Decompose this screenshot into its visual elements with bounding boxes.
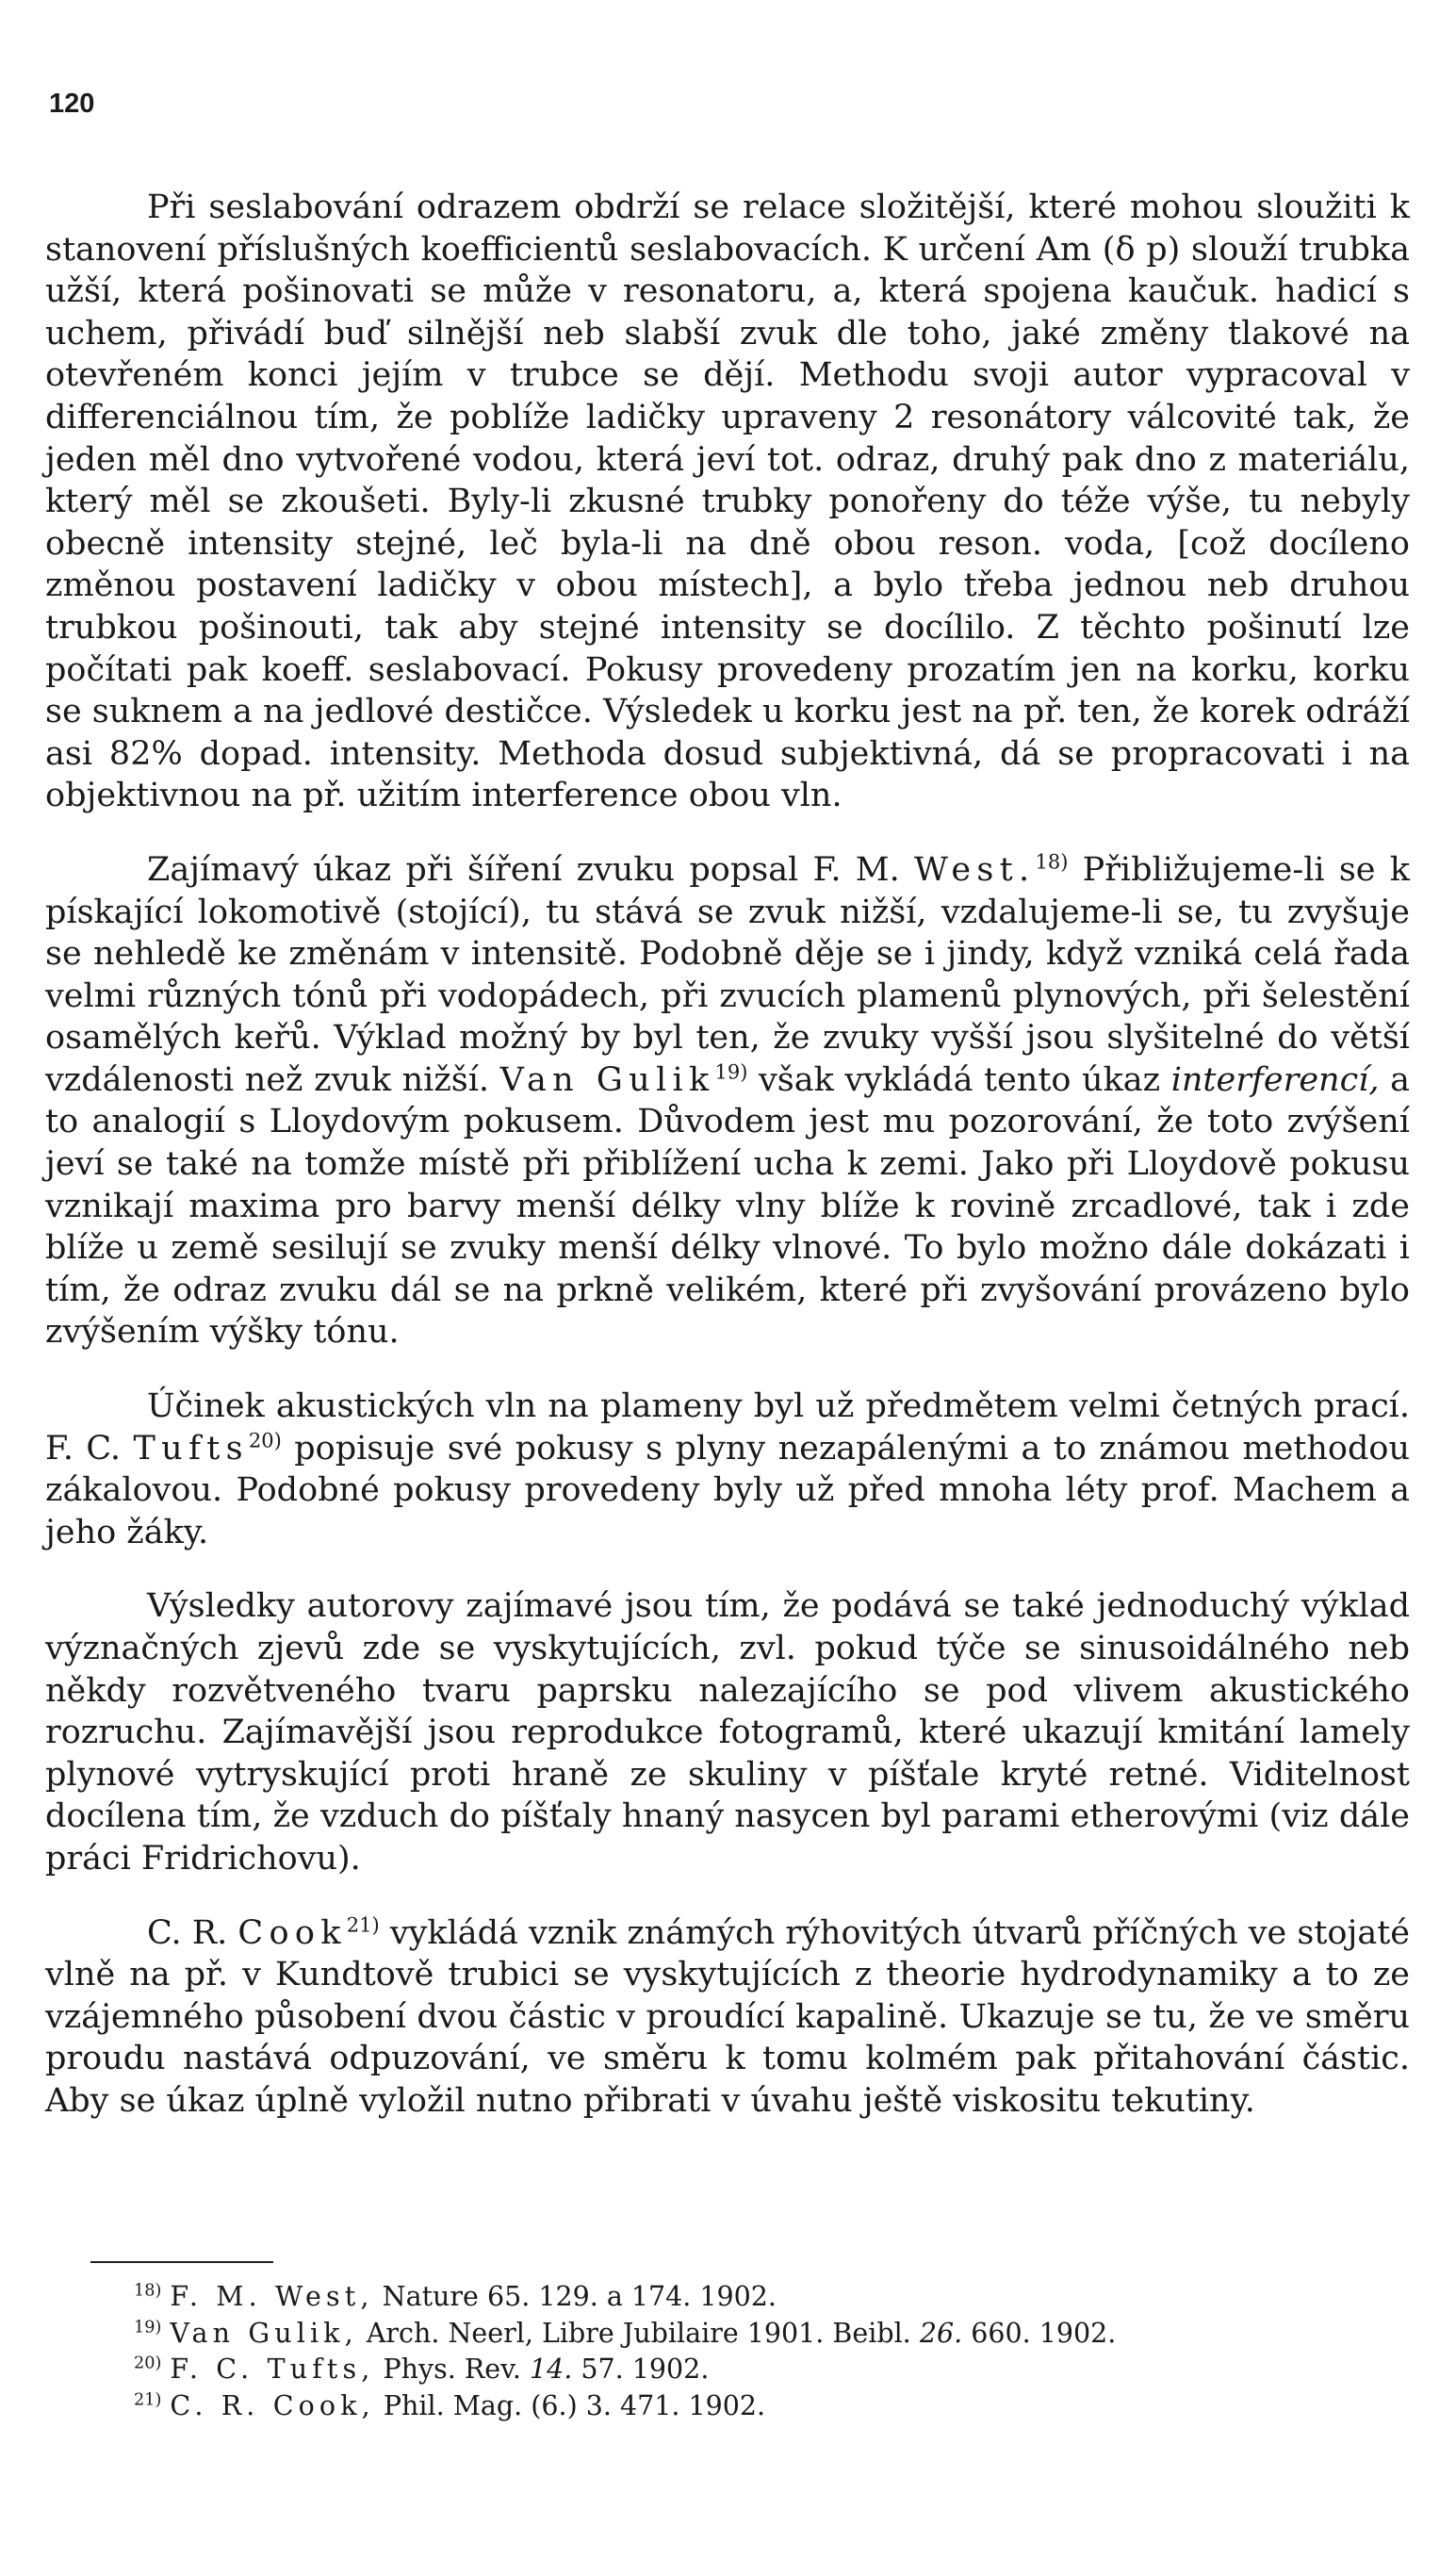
footnote-ref-21: 21) (346, 1912, 380, 1936)
footnote-text-end: 660. 1902. (962, 2317, 1117, 2349)
paragraph-2-text-d: a to analogií s Lloydovým pokusem. Důvodem jest mu pozorování, že toto zvýšení jeví se také na tomže místě při přiblížení ucha k zemi. Jako při Lloydově pokusu vznikají maxima pro barvy menší délky vlny blíže k rovině zrcadlové, tak i zde blíže u země sesilují se zvuky menší délky vlnové. To bylo možno dále dokázati i tím, že odraz zvuku dál se na prkně velikém, které při zvyšování provázeno bylo zvýšením výšky tónu. (45, 1060, 1410, 1352)
footnote-volume: 14. (530, 2354, 573, 2385)
author-west: West. (913, 850, 1036, 889)
footnote-author: F. C. Tufts, (170, 2354, 375, 2385)
footnote-author: F. M. West, (170, 2281, 374, 2312)
paragraph-2-text-a: Zajímavý úkaz při šíření zvuku popsal F. M. (147, 850, 900, 889)
author-tufts: Tufts (133, 1429, 249, 1468)
footnote-text: Phys. Rev. (374, 2354, 531, 2385)
paragraph-3-text-b: popisuje své pokusy s plyny nezapálenými a to známou methodou zákalovou. Podobné pokusy provedeny byly už před mnoha léty prof. Machem a jeho žáky. (45, 1429, 1410, 1551)
footnote-20 (134, 2352, 1359, 2388)
footnote-21 (134, 2388, 1359, 2425)
footnote-text: Phil. Mag. (6.) 3. 471. 1902. (374, 2389, 766, 2421)
footnote-text-end: 57. 1902. (572, 2354, 710, 2385)
paragraph-5-text-a: C. R. (147, 1913, 228, 1952)
footnote-mark: 19) (134, 2318, 162, 2337)
footnote-mark: 21) (134, 2390, 162, 2409)
footnote-mark: 20) (134, 2354, 162, 2373)
footnote-volume: 26. (919, 2317, 963, 2349)
footnote-ref-19: 19) (714, 1060, 748, 1084)
page-number: 120 (49, 89, 95, 119)
footnote-author: C. R. Cook, (170, 2389, 375, 2421)
footnote-divider (90, 2261, 273, 2263)
footnote-ref-20: 20) (248, 1428, 282, 1452)
footnote-18 (134, 2279, 1359, 2316)
paragraph-3 (45, 1386, 1410, 1553)
footnotes (134, 2279, 1359, 2424)
footnote-19 (134, 2316, 1359, 2353)
paragraph-4: Výsledky autorovy zajímavé jsou tím, že podává se také jednoduchý výklad význačných zjevů zde se vyskytujících, zvl. pokud týče se sinusoidálného neb někdy rozvětveného tvaru paprsku nalezajícího se pod vlivem akustického rozruchu. Zajímavější jsou reprodukce fotogramů, které ukazují kmitání lamely plynové vytryskující proti hraně ze skuliny v píšťale kryté retné. Viditelnost docílena tím, že vzduch do píšťaly hnaný nasycen byl parami etherovými (viz dále práci Fridrichovu). (45, 1587, 1410, 1878)
footnote-text: Nature 65. 129. a 174. 1902. (373, 2281, 777, 2312)
paragraph-5 (45, 1912, 1410, 2123)
footnote-ref-18: 18) (1035, 850, 1069, 874)
paragraph-1: Při seslabování odrazem obdrží se relace složitější, které mohou sloužiti k stanovení příslušných koefficientů seslabovacích. K určení Am (δ p) slouží trubka užší, která pošinovati se může v resonatoru, a, která spojena kaučuk. hadicí s uchem, přivádí buď silnější neb slabší zvuk dle toho, jaké změny tlakové na otevřeném konci jejím v trubce se dějí. Methodu svoji autor vypracoval v differenciálnou tím, že poblíže ladičky upraveny 2 resonátory válcovité tak, že jeden měl dno vytvořené vodou, která jeví tot. odraz, druhý pak dno z materiálu, který měl se zkoušeti. Byly-li zkusné trubky ponořeny do téže výše, tu nebyly obecně intensity stejné, leč byla-li na dně obou reson. voda, [což docíleno změnou postavení ladičky v obou místech], a bylo třeba jednou neb druhou trubkou pošinouti, tak aby stejné intensity se docílilo. Z těchto pošinutí lze počítati pak koeff. seslabovací. Pokusy provedeny prozatím jen na korku, korku se suknem a na jedlové destičce. Výsledek u korku jest na př. ten, že korek odráží asi 82% dopad. intensity. Methoda dosud subjektivná, dá se propracovati i na objektivnou na př. užitím interference obou vln. (45, 189, 1410, 815)
paragraph-2-text-b: Přibližujeme-li se k pískající lokomotivě (stojící), tu stává se zvuk nižší, vzdalujeme-li se, tu zvyšuje se nehledě ke změnám v intensitě. Podobně děje se i jindy, když vzniká celá řada velmi různých tónů při vodopádech, při zvucích plamenů plynových, při šelestění osamělých keřů. Výklad možný by byl ten, že zvuky vyšší jsou slyšitelné do větší vzdálenosti než zvuk nižší. (45, 850, 1410, 1099)
paragraph-5-text-b: vykládá vznik známých rýhovitých útvarů příčných ve stojaté vlně na př. v Kundtově trubici se vyskytujících z theorie hydrodynamiky a to ze vzájemného působení dvou částic v proudící kapalině. Ukazuje se tu, že ve směru proudu nastává odpuzování, ve směru k tomu kolmém pak přitahování částic. Aby se úkaz úplně vyložil nutno přibrati v úvahu ještě viskositu tekutiny. (45, 1913, 1410, 2120)
body-text (45, 187, 1410, 2123)
footnote-author: Van Gulik, (170, 2317, 358, 2349)
author-cook: Cook (237, 1913, 347, 1952)
paragraph-2 (45, 849, 1410, 1353)
footnote-text: Arch. Neerl, Libre Jubilaire 1901. Beibl. (357, 2317, 920, 2349)
author-van-gulik: Van Gulik (499, 1060, 715, 1099)
italic-interferenci: interferencí, (1170, 1060, 1380, 1099)
footnote-mark: 18) (134, 2281, 162, 2301)
paragraph-2-text-c: však vykládá tento úkaz (747, 1060, 1161, 1099)
paragraph-3-text-a: Účinek akustických vln na plameny byl už předmětem velmi četných prací. F. C. (45, 1387, 1410, 1468)
